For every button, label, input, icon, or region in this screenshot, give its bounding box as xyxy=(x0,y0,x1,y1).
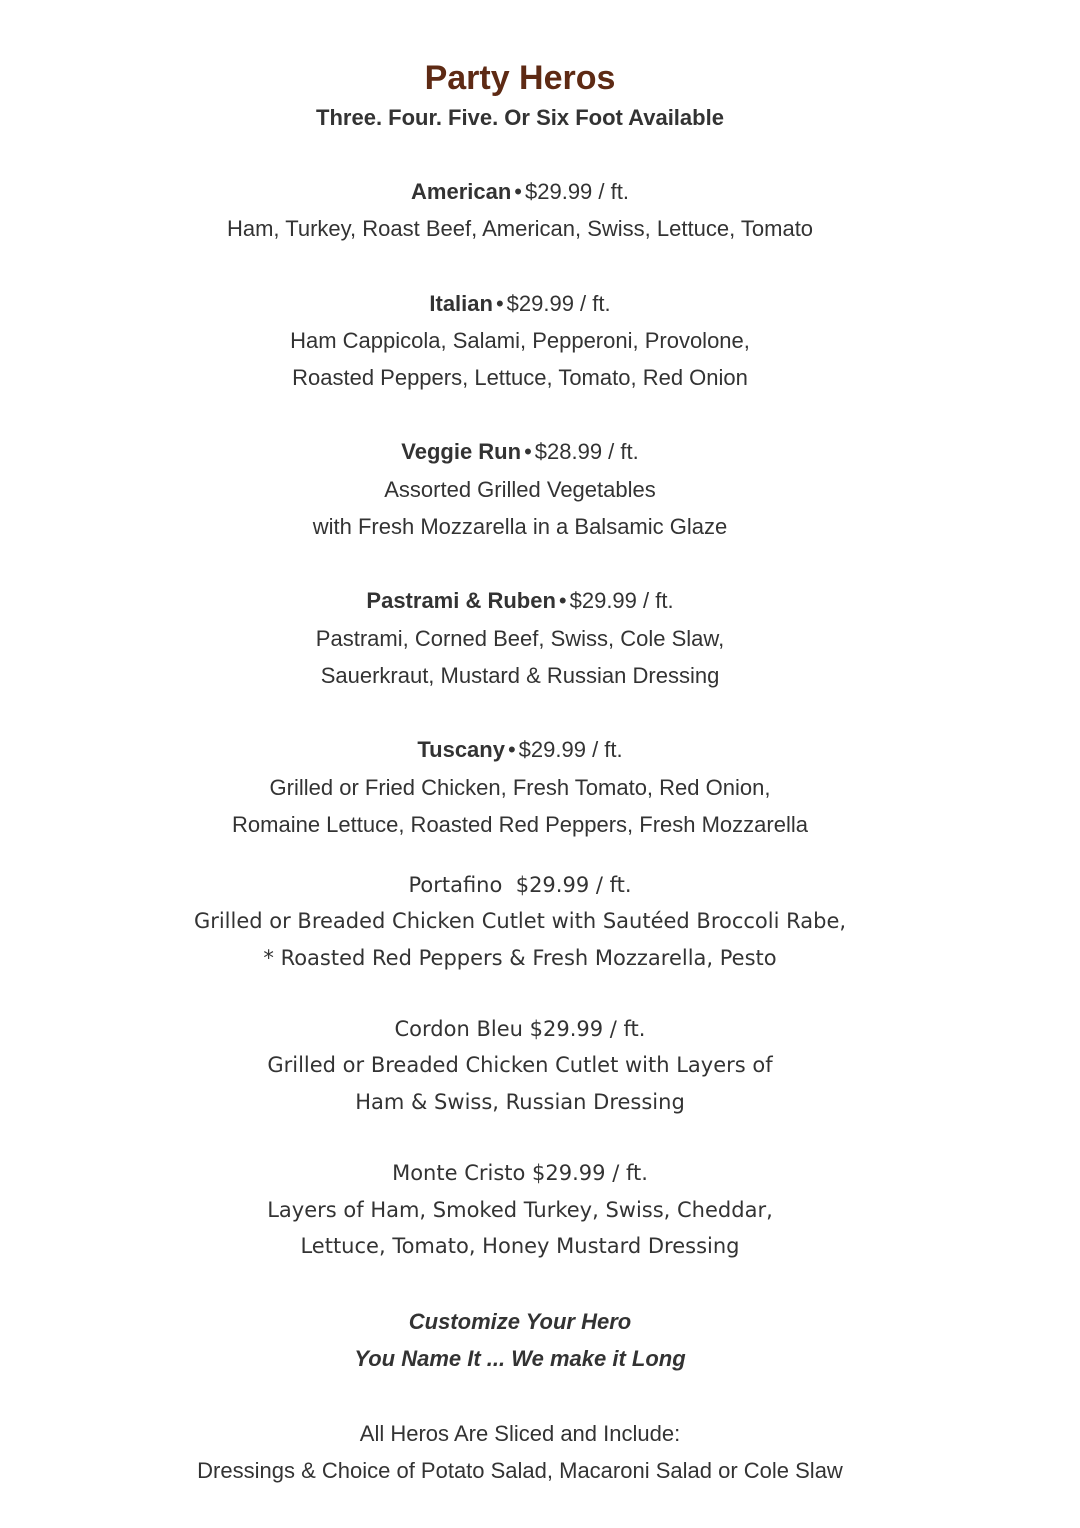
item-description: Grilled or Fried Chicken, Fresh Tomato, Red Onion, xyxy=(269,775,771,800)
item-name: Veggie Run xyxy=(401,439,522,464)
separator: • xyxy=(524,439,532,464)
item-price: $29.99 / ft. xyxy=(515,873,632,897)
item-description: Sauerkraut, Mustard & Russian Dressing xyxy=(320,663,720,688)
item-description: with Fresh Mozzarella in a Balsamic Glaze xyxy=(312,514,728,539)
menu-item-cordon-bleu-heading xyxy=(0,1015,1040,1043)
footer-includes: Dressings & Choice of Potato Salad, Macaroni Salad or Cole Slaw xyxy=(197,1458,843,1483)
item-description: Assorted Grilled Vegetables xyxy=(384,477,656,502)
item-price: $29.99 / ft. xyxy=(569,588,674,613)
item-name: Cordon Bleu xyxy=(394,1017,523,1041)
item-price: $29.99 / ft. xyxy=(532,1161,648,1185)
item-name: Portafino xyxy=(408,873,503,897)
separator: • xyxy=(507,737,516,762)
item-name: Tuscany xyxy=(417,737,505,762)
menu-item-portafino-heading xyxy=(0,871,1040,899)
item-description: Ham & Swiss, Russian Dressing xyxy=(355,1090,685,1114)
customize-heading: Customize Your Hero xyxy=(408,1309,632,1334)
item-price: $28.99 / ft. xyxy=(534,439,639,464)
menu-item-veggie-run-heading xyxy=(0,438,1040,466)
item-name: Monte Cristo xyxy=(392,1161,526,1185)
item-price: $29.99 / ft. xyxy=(518,737,623,762)
separator: • xyxy=(514,179,522,204)
item-description: Roasted Peppers, Lettuce, Tomato, Red Onion xyxy=(292,365,748,390)
item-name: Pastrami & Ruben xyxy=(366,588,556,613)
menu-item-italian-heading xyxy=(0,290,1040,318)
separator: • xyxy=(495,291,504,316)
item-price: $29.99 / ft. xyxy=(506,291,611,316)
item-description: Ham Cappicola, Salami, Pepperoni, Provolone, xyxy=(290,328,750,353)
item-description: Layers of Ham, Smoked Turkey, Swiss, Cheddar, xyxy=(267,1198,773,1222)
footer-note: All Heros Are Sliced and Include: xyxy=(359,1421,681,1446)
item-price: $29.99 / ft. xyxy=(525,179,629,204)
customize-tagline: You Name It ... We make it Long xyxy=(354,1346,686,1371)
item-name: Italian xyxy=(429,291,493,316)
item-description: * Roasted Red Peppers & Fresh Mozzarella, Pesto xyxy=(263,946,777,970)
page-title: Party Heros xyxy=(424,59,616,97)
menu-item-tuscany-heading xyxy=(0,736,1040,764)
item-description: Ham, Turkey, Roast Beef, American, Swiss, Lettuce, Tomato xyxy=(226,216,814,241)
item-price: $29.99 / ft. xyxy=(529,1017,646,1041)
page-subtitle: Three. Four. Five. Or Six Foot Available xyxy=(316,105,724,130)
menu-item-american-heading xyxy=(0,178,1040,206)
separator: • xyxy=(558,588,567,613)
item-description: Grilled or Breaded Chicken Cutlet with Sautéed Broccoli Rabe, xyxy=(193,909,847,933)
item-description: Romaine Lettuce, Roasted Red Peppers, Fresh Mozzarella xyxy=(232,812,808,837)
item-description: Grilled or Breaded Chicken Cutlet with Layers of xyxy=(267,1053,773,1077)
menu-item-monte-cristo-heading xyxy=(0,1159,1040,1187)
menu-item-pastrami-ruben-heading xyxy=(0,587,1040,615)
item-name: American xyxy=(411,179,512,204)
item-description: Lettuce, Tomato, Honey Mustard Dressing xyxy=(300,1234,740,1258)
item-description: Pastrami, Corned Beef, Swiss, Cole Slaw, xyxy=(315,626,725,651)
